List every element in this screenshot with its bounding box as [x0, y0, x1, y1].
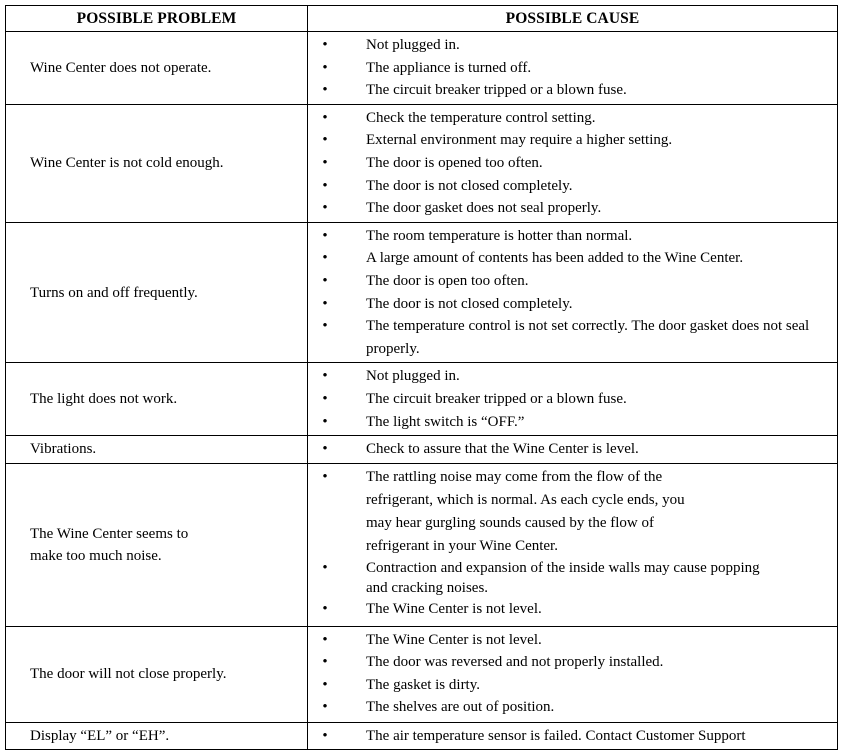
cause-text: The air temperature sensor is failed. Contact Customer Support	[366, 727, 746, 744]
bullet-icon: •	[322, 676, 328, 693]
cause-cell	[308, 626, 838, 722]
cause-list	[308, 466, 837, 621]
cause-text: The door was reversed and not properly installed.	[366, 654, 664, 671]
bullet-icon: •	[322, 699, 328, 716]
table-row	[6, 463, 838, 626]
bullet-icon: •	[322, 390, 328, 407]
bullet-icon: •	[322, 468, 328, 485]
bullet-icon: •	[322, 559, 328, 576]
list-item	[308, 175, 837, 198]
cause-list	[308, 365, 837, 433]
cause-text: The appliance is turned off.	[366, 59, 532, 76]
cause-list	[308, 725, 837, 748]
table-row	[6, 436, 838, 464]
list-item	[308, 674, 837, 697]
bullet-icon: •	[322, 727, 328, 744]
table-row	[6, 363, 838, 436]
cause-text: The temperature control is not set correctly. The door gasket does not seal properly.	[366, 318, 810, 357]
cause-text: Not plugged in.	[366, 37, 460, 53]
problem-text: The light does not work.	[30, 391, 178, 408]
cause-list	[308, 34, 837, 102]
bullet-icon: •	[322, 200, 328, 217]
problem-cell	[6, 436, 308, 464]
table-row	[6, 104, 838, 222]
problem-text: The door will not close properly.	[30, 666, 227, 683]
problem-cell	[6, 363, 308, 436]
list-item	[308, 725, 837, 748]
table-row	[6, 222, 838, 363]
cause-text: The door is opened too often.	[366, 154, 543, 171]
header-possible-cause: POSSIBLE CAUSE	[308, 6, 838, 32]
list-item	[308, 388, 837, 411]
cause-text-line: refrigerant in your Wine Center.	[366, 537, 558, 554]
bullet-icon: •	[322, 82, 328, 99]
problem-cell	[6, 722, 308, 750]
cause-text: The Wine Center is not level.	[366, 631, 542, 648]
cause-text: The room temperature is hotter than normal.	[366, 227, 633, 244]
list-item	[308, 411, 837, 434]
problem-cell	[6, 32, 308, 105]
cause-cell	[308, 222, 838, 363]
bullet-icon: •	[322, 132, 328, 149]
bullet-icon: •	[322, 154, 328, 171]
bullet-icon: •	[322, 368, 328, 385]
cause-list	[308, 629, 837, 719]
problem-cell	[6, 463, 308, 626]
cause-text: The light switch is “OFF.”	[366, 413, 525, 430]
cause-text-line: The rattling noise may come from the flow of the	[366, 468, 663, 485]
cause-text: The circuit breaker tripped or a blown fuse.	[366, 82, 627, 99]
table-row	[6, 32, 838, 105]
cause-cell	[308, 104, 838, 222]
cause-text: The Wine Center is not level.	[366, 600, 542, 617]
cause-cell	[308, 32, 838, 105]
cause-text: The door is not closed completely.	[366, 295, 573, 312]
cause-text-line: may hear gurgling sounds caused by the flow of	[366, 514, 654, 531]
table-row	[6, 626, 838, 722]
list-item	[308, 270, 837, 293]
bullet-icon: •	[322, 227, 328, 244]
problem-cell	[6, 222, 308, 363]
cause-text: The door gasket does not seal properly.	[366, 200, 602, 217]
list-item	[308, 315, 837, 360]
bullet-icon: •	[322, 250, 328, 267]
bullet-icon: •	[322, 600, 328, 617]
cause-text: Check the temperature control setting.	[366, 109, 596, 126]
problem-cell	[6, 626, 308, 722]
list-item	[308, 629, 837, 652]
bullet-icon: •	[322, 413, 328, 430]
bullet-icon: •	[322, 177, 328, 194]
bullet-icon: •	[322, 295, 328, 312]
cause-text: The gasket is dirty.	[366, 676, 481, 693]
cause-text: Check to assure that the Wine Center is level.	[366, 441, 639, 458]
problem-text-line: The Wine Center seems to	[30, 525, 189, 542]
list-item	[308, 247, 837, 270]
bullet-icon: •	[322, 441, 328, 458]
bullet-icon: •	[322, 631, 328, 648]
bullet-icon: •	[322, 318, 328, 335]
list-item	[308, 558, 837, 598]
cause-cell	[308, 722, 838, 750]
list-item	[308, 365, 837, 388]
cause-list	[308, 225, 837, 361]
problem-text-line: make too much noise.	[30, 547, 162, 564]
list-item	[308, 651, 837, 674]
list-item	[308, 466, 837, 558]
cause-text-line: Contraction and expansion of the inside walls may cause popping	[366, 559, 760, 576]
cause-text: The circuit breaker tripped or a blown fuse.	[366, 390, 627, 407]
cause-text: The shelves are out of position.	[366, 699, 555, 716]
cause-cell	[308, 463, 838, 626]
problem-text: Display “EL” or “EH”.	[30, 727, 170, 744]
cause-text: The door is not closed completely.	[366, 177, 573, 194]
cause-text: A large amount of contents has been added to the Wine Center.	[366, 250, 744, 267]
problem-cell	[6, 104, 308, 222]
list-item	[308, 197, 837, 220]
cause-text-line: and cracking noises.	[366, 579, 489, 596]
bullet-icon: •	[322, 654, 328, 671]
cause-cell	[308, 436, 838, 464]
bullet-icon: •	[322, 272, 328, 289]
list-item	[308, 293, 837, 316]
cause-cell	[308, 363, 838, 436]
list-item	[308, 225, 837, 248]
header-possible-problem: POSSIBLE PROBLEM	[6, 6, 308, 32]
header-row	[6, 6, 838, 32]
list-item	[308, 129, 837, 152]
list-item	[308, 107, 837, 130]
bullet-icon: •	[322, 37, 328, 53]
table-row	[6, 722, 838, 750]
troubleshooting-table	[5, 5, 838, 750]
cause-text: Not plugged in.	[366, 368, 460, 385]
cause-text-line: refrigerant, which is normal. As each cycle ends, you	[366, 491, 685, 508]
list-item	[308, 57, 837, 80]
problem-text: Turns on and off frequently.	[30, 284, 198, 301]
cause-list	[308, 107, 837, 220]
bullet-icon: •	[322, 109, 328, 126]
list-item	[308, 34, 837, 57]
cause-text: The door is open too often.	[366, 272, 529, 289]
problem-text: Wine Center is not cold enough.	[30, 155, 224, 172]
cause-text: External environment may require a higher setting.	[366, 132, 673, 149]
problem-text: Vibrations.	[30, 441, 97, 458]
list-item	[308, 79, 837, 102]
list-item	[308, 438, 837, 461]
list-item	[308, 152, 837, 175]
cause-list	[308, 438, 837, 461]
problem-text: Wine Center does not operate.	[30, 59, 212, 76]
bullet-icon: •	[322, 59, 328, 76]
list-item	[308, 598, 837, 621]
list-item	[308, 696, 837, 719]
